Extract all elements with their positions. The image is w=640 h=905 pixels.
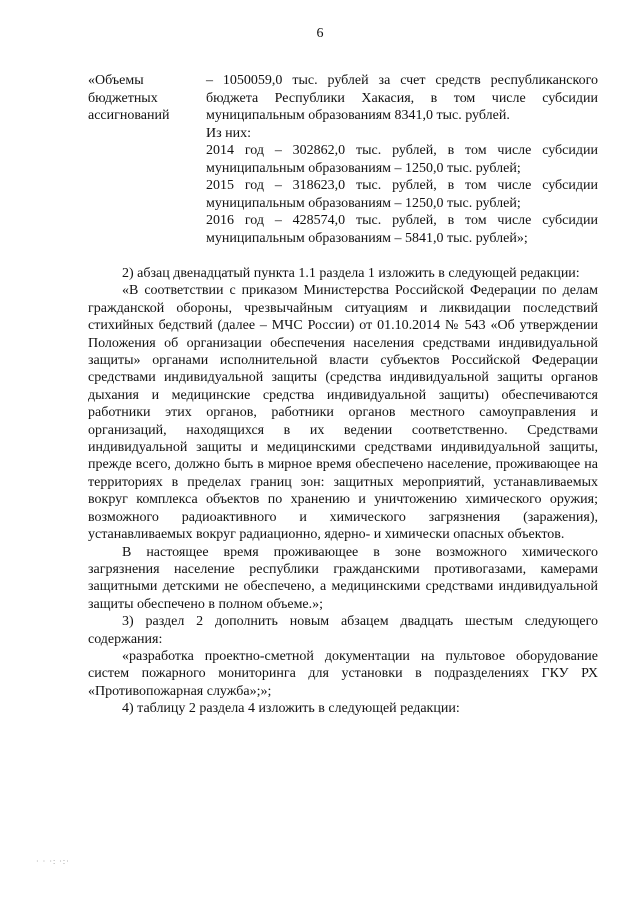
right-text-line: муниципальным образованиям 8341,0 тыс. рублей. [206, 108, 510, 123]
text-line: «Противопожарная служба»;»; [88, 683, 272, 699]
left-label-line: ассигнований [88, 108, 170, 123]
text-line: В настоящее время проживающее в зоне возможного химического [122, 544, 598, 560]
text-line: 3) раздел 2 дополнить новым абзацем двадцать шестым следующего [122, 614, 598, 630]
text-line: систем пожарного мониторинга для установки в подразделениях ГКУ РХ [88, 666, 598, 682]
text-line: стихийных бедствий (далее – МЧС России) от 01.10.2014 № 543 «Об утверждении [88, 318, 598, 334]
table-right-text [206, 72, 598, 247]
text-line: содержания: [88, 631, 163, 647]
paragraph [88, 282, 598, 543]
right-text-line: 2014 год – 302862,0 тыс. рублей, в том числе субсидии [206, 143, 598, 158]
text-line: 2) абзац двенадцатый пункта 1.1 раздела 1 изложить в следующей редакции: [122, 266, 580, 281]
paragraph [88, 544, 598, 614]
text-line: загрязнения население республики гражданскими противогазами, камерами [88, 561, 598, 577]
paragraph [88, 265, 598, 282]
text-line: защиты обеспечено в полном объеме.»; [88, 596, 324, 612]
left-label-line: бюджетных [88, 90, 158, 106]
text-line: работники этих органов, работники органов местного самоуправления и [88, 405, 598, 421]
paragraph [88, 648, 598, 700]
right-text-line: – 1050059,0 тыс. рублей за счет средств республиканского [206, 73, 598, 88]
right-text-line: 2016 год – 428574,0 тыс. рублей, в том числе субсидии [206, 213, 598, 228]
text-line: средствами индивидуальной защиты (средства индивидуальной защиты органов [88, 370, 598, 386]
text-line: индивидуальной защиты и медицинскими средствами индивидуальной защиты, [88, 440, 598, 456]
text-line: дыхания и медицинские средства индивидуальной защиты) обеспечиваются [88, 387, 598, 403]
text-line: возможного радиоактивного и химического загрязнения (заражения), [88, 509, 598, 525]
right-text-line: муниципальным образованиям – 5841,0 тыс. рублей»; [206, 230, 528, 246]
text-line: организаций, находящихся в их ведении соответственно. Средствами [88, 422, 598, 438]
text-line: территориях в пределах границ зон: защитных мероприятий, устанавливаемых [88, 474, 598, 490]
right-text-line: 2015 год – 318623,0 тыс. рублей, в том числе субсидии [206, 178, 598, 193]
left-label-line: «Объемы [88, 73, 144, 88]
text-line: Положения об организации обеспечения населения средствами индивидуальной [88, 335, 598, 351]
right-text-line: Из них: [206, 125, 252, 141]
right-text-line: бюджета Республики Хакасия, в том числе субсидии [206, 90, 598, 106]
text-line: прежде всего, должно быть в мирное время обеспечено население, проживающее на [88, 457, 598, 473]
text-line: 4) таблицу 2 раздела 4 изложить в следующей редакции: [122, 701, 460, 717]
document-body [88, 265, 598, 718]
text-line: устанавливаемых вокруг радиационно, ядерно- и химически опасных объектов. [88, 527, 565, 543]
page-number: 6 [316, 26, 324, 41]
text-line: защиты» органами исполнительной власти субъектов Российской Федерации [88, 353, 598, 369]
right-text-line: муниципальным образованиям – 1250,0 тыс. рублей; [206, 160, 521, 176]
table-left-label [88, 72, 200, 125]
paragraph [88, 613, 598, 648]
text-line: гражданской обороны, чрезвычайным ситуациям и ликвидации последствий [88, 300, 598, 316]
text-line: защитными детскими не обеспечено, а медицинскими средствами индивидуальной [88, 579, 598, 595]
paragraph [88, 700, 598, 717]
right-text-line: муниципальным образованиям – 1250,0 тыс. рублей; [206, 195, 521, 211]
text-line: «В соответствии с приказом Министерства Российской Федерации по делам [122, 283, 598, 299]
text-line: вокруг комплекса объектов по хранению и уничтожению химического оружия; [88, 492, 598, 508]
scan-mark: · · ·: ·:· [36, 857, 70, 866]
text-line: «разработка проектно-сметной документации на пультовое оборудование [122, 648, 598, 664]
